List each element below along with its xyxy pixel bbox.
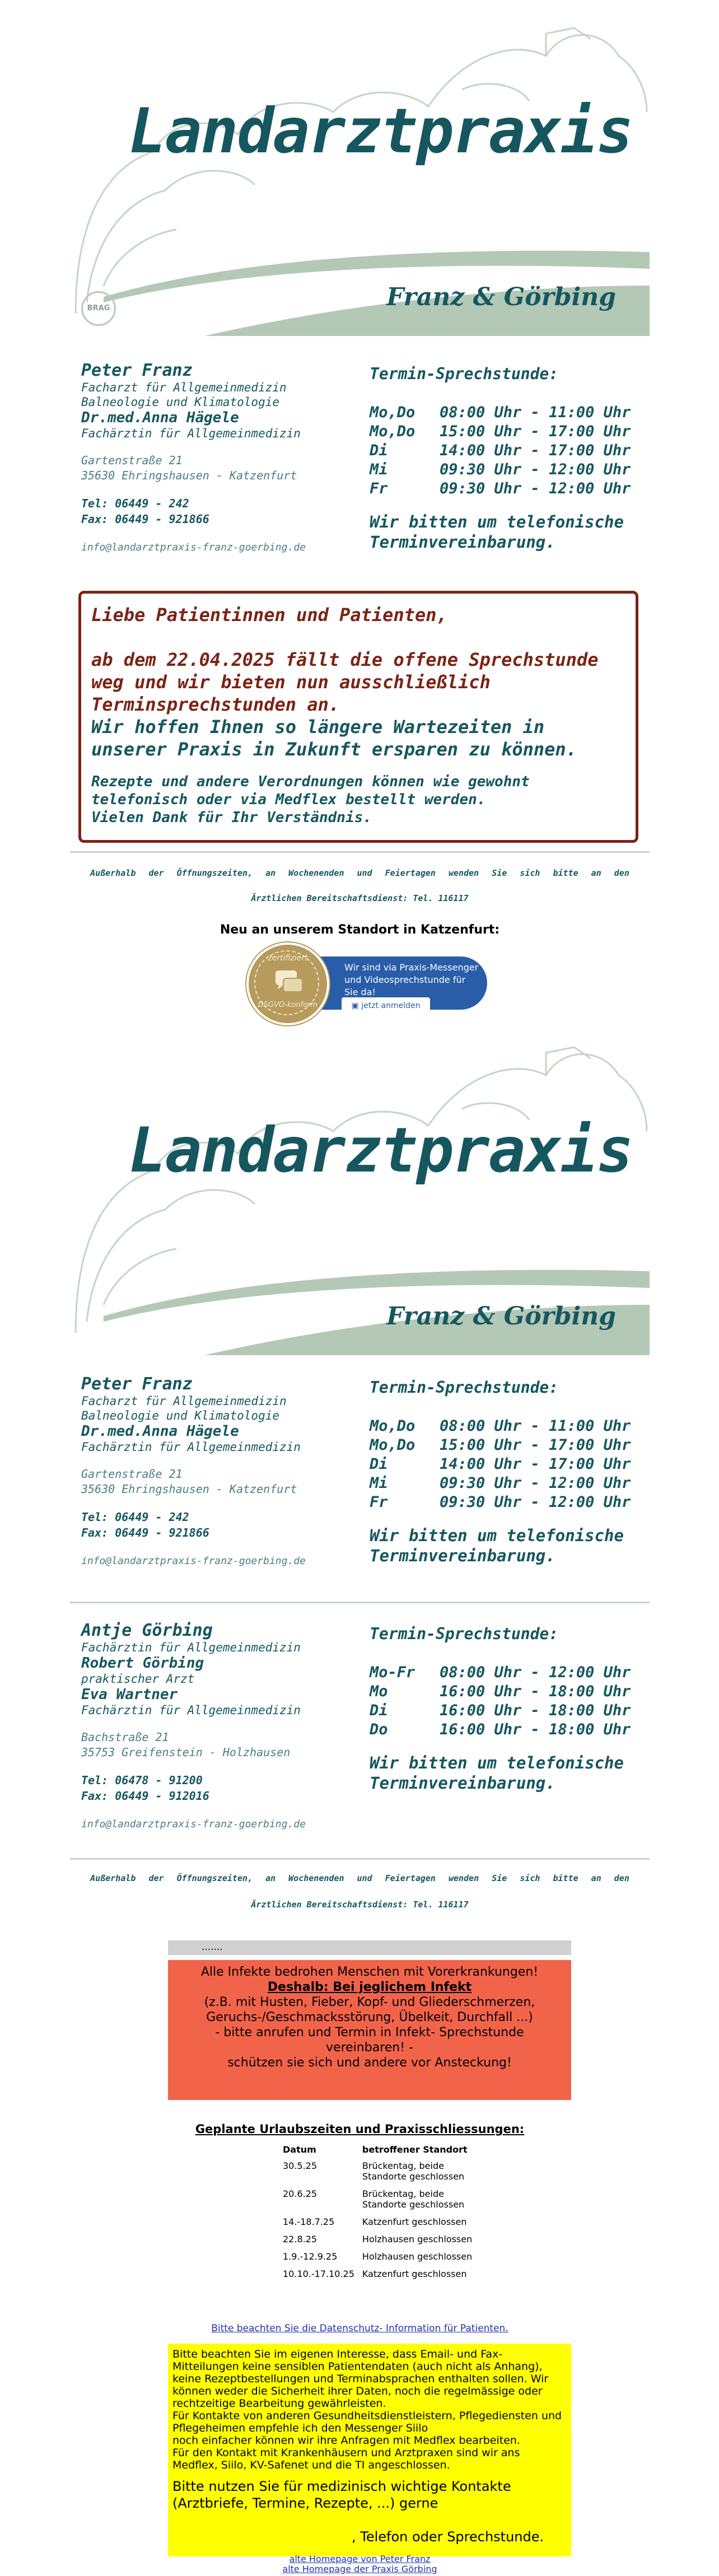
appointment-note: Terminvereinbarung. [370,1546,555,1565]
messenger-widget[interactable] [246,942,493,1010]
practice-names: Franz & Görbing [386,283,616,311]
email-link[interactable]: info@landarztpraxis-franz-goerbing.de [81,542,306,553]
doctor-qualification: Balneologie und Klimatologie [81,1409,280,1422]
old-homepage-franz-link[interactable]: alte Homepage von Peter Franz [289,2554,431,2564]
notice-line: Vielen Dank für Ihr Verständnis. [91,809,372,826]
privacy-link[interactable]: Bitte beachten Sie die Datenschutz- Information für Patienten. [211,2323,508,2334]
street-address: Gartenstraße 21 [81,454,183,467]
messenger-text: Wir sind via Praxis-Messenger und Videosprechstunde für Sie da! [344,962,479,997]
ticker-bar [168,1940,571,1955]
practice-names: Franz & Görbing [386,1302,616,1331]
notice-box [78,591,638,843]
site-title: Landarztpraxis [129,95,633,167]
appointment-note: Terminvereinbarung. [370,533,555,552]
chat-bubbles-icon [249,945,327,1023]
contact-holzhausen [81,1621,641,1834]
doctor-qualification: Fachärztin für Allgemeinmedizin [81,427,301,440]
street-address: Gartenstraße 21 [81,1467,183,1481]
appointment-note: Terminvereinbarung. [370,1774,555,1793]
email-link[interactable]: info@landarztpraxis-franz-goerbing.de [81,1818,306,1830]
contact-katzenfurt [81,361,641,568]
table-row: 22.8.25 Holzhausen geschlossen [283,2234,473,2244]
doctor-name: Robert Görbing [81,1655,204,1672]
doctor-qualification: Fachärztin für Allgemeinmedizin [81,1641,301,1654]
divider [70,1602,650,1603]
register-button[interactable]: ▣ jetzt anmelden [342,997,430,1014]
vacation-title: Geplante Urlaubszeiten und Praxisschliessungen: [195,2122,525,2136]
outside-hours-text: Außerhalb der Öffnungszeiten, an Wochenenden und Feiertagen wenden Sie sich bitte an den [90,868,629,878]
city-address: 35753 Greifenstein - Holzhausen [81,1746,291,1759]
hours-heading: Termin-Sprechstunde: [370,1625,559,1643]
notice-line: Wir hoffen Ihnen so längere Wartezeiten in [91,716,545,738]
divider [70,851,650,853]
column-header: Datum [283,2144,316,2155]
doctor-name: Dr.med.Anna Hägele [81,409,239,426]
doctor-qualification: Fachärztin für Allgemeinmedizin [81,1704,301,1717]
contact-katzenfurt [81,1375,641,1582]
notice-line: Rezepte und andere Verordnungen können wie gewohnt [91,773,530,790]
emergency-service: Ärztlichen Bereitschaftsdienst: Tel. 116117 [251,893,469,903]
table-row: 1.9.-12.9.25 Holzhausen geschlossen [283,2251,473,2262]
notice-greeting: Liebe Patientinnen und Patienten, [91,604,447,626]
doctor-name: Dr.med.Anna Hägele [81,1423,239,1440]
table-row: 14.-18.7.25 Katzenfurt geschlossen [283,2216,467,2227]
header-banner [70,22,650,336]
infection-alert: Alle Infekte bedrohen Menschen mit Vorerkrankungen! Deshalb: Bei jeglichem Infekt (z.B. mit Husten, Fieber, Kopf- und Gliederschmerzen, Geruchs-/Geschmacksstörung, Übelkeit, Durchfall ...) - bitte anrufen und Termin in Infekt- Sprechstunde vereinbaren! - schützen sie sich und andere vor Ansteckung! [168,1960,571,2100]
doctor-name: Eva Wartner [81,1686,178,1703]
ticker-text: ....... [202,1942,223,1953]
column-header: betroffener Standort [362,2144,468,2155]
fax-number: Fax: 06449 - 921866 [81,1526,209,1539]
divider [70,1858,650,1860]
chat-icon: ▣ [351,1001,362,1010]
hours-heading: Termin-Sprechstunde: [370,1378,559,1397]
appointment-note: Wir bitten um telefonische [370,512,624,531]
contact-info-box: Bitte beachten Sie im eigenen Interesse, dass Email- und Fax-Mitteilungen keine sensiblen Patientendaten (auch nicht als Anhang), keine Rezeptbestellungen und Terminabsprachen enthalten sollen. Wir können weder die Sicherheit ihrer Daten, noch die regelmässige oder rechtzeitige Bearbeitung gewährleisten. Für Kontakte von anderen Gesundheitsdienstleistern, Pflegediensten und Pflegeheimen empfehle ich den Messenger Siilo noch einfacher können wir ihre Anfragen mit Medflex bearbeiten. Für den Kontakt mit Krankenhäusern und Arztpraxen sind wir ans Medflex, Siilo, KV-Safenet und die TI angeschlossen. Bitte nutzen Sie für medizinisch wichtige Kontakte (Arztbriefe, Termine, Rezepte, ...) gerne , Telefon oder Sprechstunde. [168,2344,571,2556]
fax-number: Fax: 06449 - 912016 [81,1789,209,1803]
notice-line: weg und wir bieten nun ausschließlich [91,671,491,693]
certified-badge: zertifiziert DSGVO-konform [246,942,329,1025]
street-address: Bachstraße 21 [81,1730,169,1744]
email-link[interactable]: info@landarztpraxis-franz-goerbing.de [81,1555,306,1567]
phone-number: Tel: 06478 - 91200 [81,1774,203,1787]
doctor-name: Peter Franz [81,1374,193,1394]
doctor-qualification: Fachärztin für Allgemeinmedizin [81,1440,301,1454]
table-row: 30.5.25 Brückentag, beide Standorte geschlossen [283,2160,465,2182]
new-location-heading: Neu an unserem Standort in Katzenfurt: [220,923,500,937]
appointment-note: Wir bitten um telefonische [370,1526,624,1545]
appointment-note: Wir bitten um telefonische [370,1753,624,1772]
site-title: Landarztpraxis [129,1114,633,1186]
doctor-qualification: praktischer Arzt [81,1672,195,1686]
table-row: 20.6.25 Brückentag, beide Standorte geschlossen [283,2188,465,2210]
notice-line: Terminsprechstunden an. [91,694,340,715]
hours-table: Mo-Fr 08:00 Uhr - 12:00 Uhr Mo 16:00 Uhr - 18:00 Uhr Di 16:00 Uhr - 18:00 Uhr Do 16:00 Uhr - 18:00 Uhr [370,1664,631,1738]
hours-heading: Termin-Sprechstunde: [370,365,559,383]
doctor-name: Antje Görbing [81,1621,213,1640]
doctor-qualification: Facharzt für Allgemeinmedizin [81,381,287,394]
table-row: 10.10.-17.10.25 Katzenfurt geschlossen [283,2269,467,2279]
city-address: 35630 Ehringshausen - Katzenfurt [81,1482,297,1496]
notice-line: telefonisch oder via Medflex bestellt werden. [91,791,486,808]
header-banner [70,1042,650,1355]
outside-hours-text: Außerhalb der Öffnungszeiten, an Wochenenden und Feiertagen wenden Sie sich bitte an den [90,1873,629,1883]
vacation-table [283,2142,482,2283]
notice-line: ab dem 22.04.2025 fällt die offene Sprechstunde [91,649,599,670]
fax-number: Fax: 06449 - 921866 [81,512,209,526]
old-homepage-goerbing-link[interactable]: alte Homepage der Praxis Görbing [282,2564,437,2574]
emergency-service: Ärztlichen Bereitschaftsdienst: Tel. 116117 [251,1900,469,1910]
doctor-qualification: Balneologie und Klimatologie [81,395,280,409]
phone-number: Tel: 06449 - 242 [81,497,189,510]
phone-number: Tel: 06449 - 242 [81,1510,189,1524]
city-address: 35630 Ehringshausen - Katzenfurt [81,469,297,482]
doctor-name: Peter Franz [81,361,193,380]
seal-logo: BRAG [81,291,116,326]
notice-line: unserer Praxis in Zukunft ersparen zu können. [91,739,577,760]
doctor-qualification: Facharzt für Allgemeinmedizin [81,1394,287,1408]
hours-table: Mo,Do 08:00 Uhr - 11:00 Uhr Mo,Do 15:00 Uhr - 17:00 Uhr Di 14:00 Uhr - 17:00 Uhr Mi 09:30 Uhr - 12:00 Uhr Fr 09:30 Uhr - 12:00 Uhr [370,1417,631,1511]
hours-table: Mo,Do 08:00 Uhr - 11:00 Uhr Mo,Do 15:00 Uhr - 17:00 Uhr Di 14:00 Uhr - 17:00 Uhr Mi 09:30 Uhr - 12:00 Uhr Fr 09:30 Uhr - 12:00 Uhr [370,404,631,497]
